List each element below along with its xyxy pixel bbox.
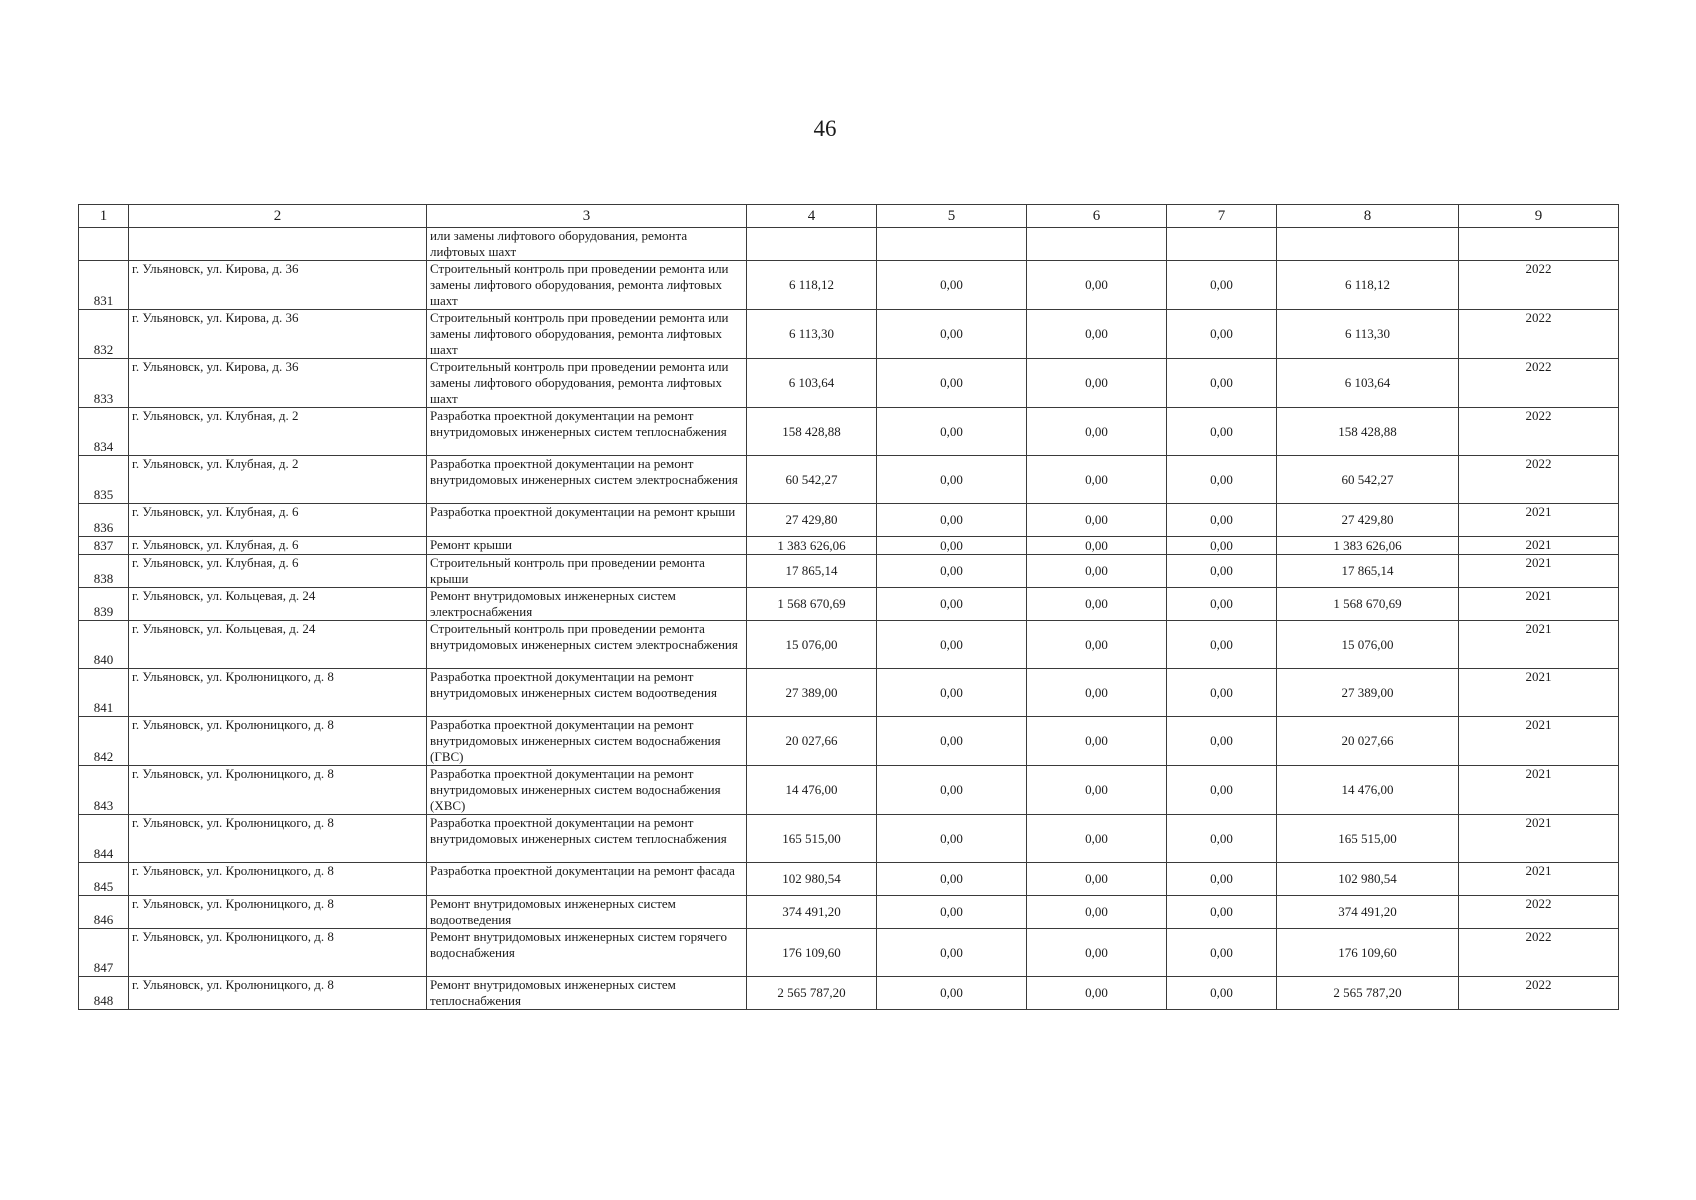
table-row [79, 504, 1619, 537]
row-year: 2022 [1459, 408, 1619, 456]
row-col-6: 0,00 [1027, 588, 1167, 621]
row-col-5: 0,00 [877, 359, 1027, 408]
row-col-6: 0,00 [1027, 359, 1167, 408]
row-number: 844 [79, 815, 129, 863]
row-col-8: 15 076,00 [1277, 621, 1459, 669]
row-address: г. Ульяновск, ул. Клубная, д. 6 [129, 504, 427, 537]
row-number: 842 [79, 717, 129, 766]
row-col-8: 1 383 626,06 [1277, 537, 1459, 555]
row-col-5: 0,00 [877, 669, 1027, 717]
row-col-4: 6 103,64 [747, 359, 877, 408]
row-address: г. Ульяновск, ул. Кролюницкого, д. 8 [129, 766, 427, 815]
row-col-8: 374 491,20 [1277, 896, 1459, 929]
row-col-7: 0,00 [1167, 456, 1277, 504]
col-header-1: 1 [79, 205, 129, 228]
row-col-8 [1277, 228, 1459, 261]
row-col-8: 6 103,64 [1277, 359, 1459, 408]
row-col-5: 0,00 [877, 456, 1027, 504]
row-col-8: 102 980,54 [1277, 863, 1459, 896]
table-row [79, 977, 1619, 1010]
row-number: 848 [79, 977, 129, 1010]
row-col-8: 6 118,12 [1277, 261, 1459, 310]
row-col-8: 14 476,00 [1277, 766, 1459, 815]
row-col-8: 158 428,88 [1277, 408, 1459, 456]
row-address: г. Ульяновск, ул. Клубная, д. 2 [129, 456, 427, 504]
row-col-4: 20 027,66 [747, 717, 877, 766]
row-year: 2021 [1459, 621, 1619, 669]
row-col-8: 17 865,14 [1277, 555, 1459, 588]
row-number: 841 [79, 669, 129, 717]
row-year: 2021 [1459, 766, 1619, 815]
row-col-7: 0,00 [1167, 408, 1277, 456]
row-col-7: 0,00 [1167, 717, 1277, 766]
row-number: 846 [79, 896, 129, 929]
row-col-8: 27 429,80 [1277, 504, 1459, 537]
row-year: 2022 [1459, 896, 1619, 929]
row-year: 2022 [1459, 261, 1619, 310]
row-number: 843 [79, 766, 129, 815]
row-col-5: 0,00 [877, 408, 1027, 456]
column-number-header-row [79, 205, 1619, 228]
row-col-7: 0,00 [1167, 815, 1277, 863]
row-work-description: Строительный контроль при проведении ремонта или замены лифтового оборудования, ремонта лифтовых шахт [427, 359, 747, 408]
row-col-4: 27 429,80 [747, 504, 877, 537]
row-address: г. Ульяновск, ул. Клубная, д. 6 [129, 537, 427, 555]
row-col-7: 0,00 [1167, 310, 1277, 359]
row-col-4: 6 118,12 [747, 261, 877, 310]
row-col-7: 0,00 [1167, 863, 1277, 896]
row-col-4: 374 491,20 [747, 896, 877, 929]
row-address: г. Ульяновск, ул. Клубная, д. 6 [129, 555, 427, 588]
row-col-6: 0,00 [1027, 537, 1167, 555]
row-year: 2021 [1459, 555, 1619, 588]
table-row [79, 896, 1619, 929]
page-number: 46 [813, 116, 837, 141]
row-col-6: 0,00 [1027, 408, 1167, 456]
row-col-7 [1167, 228, 1277, 261]
row-col-5: 0,00 [877, 977, 1027, 1010]
col-header-4: 4 [747, 205, 877, 228]
table-row [79, 717, 1619, 766]
row-address: г. Ульяновск, ул. Кролюницкого, д. 8 [129, 977, 427, 1010]
row-year: 2022 [1459, 359, 1619, 408]
row-work-description: Строительный контроль при проведении ремонта или замены лифтового оборудования, ремонта лифтовых шахт [427, 310, 747, 359]
row-col-4: 1 568 670,69 [747, 588, 877, 621]
row-col-7: 0,00 [1167, 621, 1277, 669]
row-col-8: 27 389,00 [1277, 669, 1459, 717]
col-header-2: 2 [129, 205, 427, 228]
row-col-4: 1 383 626,06 [747, 537, 877, 555]
row-col-4 [747, 228, 877, 261]
row-number: 839 [79, 588, 129, 621]
table-row [79, 555, 1619, 588]
row-col-4: 165 515,00 [747, 815, 877, 863]
row-col-5: 0,00 [877, 621, 1027, 669]
row-year: 2022 [1459, 929, 1619, 977]
row-col-6: 0,00 [1027, 261, 1167, 310]
row-col-8: 20 027,66 [1277, 717, 1459, 766]
row-address: г. Ульяновск, ул. Кролюницкого, д. 8 [129, 717, 427, 766]
row-year: 2021 [1459, 669, 1619, 717]
row-number [79, 228, 129, 261]
row-col-6: 0,00 [1027, 555, 1167, 588]
row-number: 836 [79, 504, 129, 537]
row-address: г. Ульяновск, ул. Кролюницкого, д. 8 [129, 929, 427, 977]
row-year: 2021 [1459, 863, 1619, 896]
table-row [79, 929, 1619, 977]
row-col-5: 0,00 [877, 537, 1027, 555]
row-address: г. Ульяновск, ул. Кролюницкого, д. 8 [129, 669, 427, 717]
row-col-4: 102 980,54 [747, 863, 877, 896]
row-col-8: 60 542,27 [1277, 456, 1459, 504]
registry-body [79, 228, 1619, 1010]
row-work-description: Разработка проектной документации на ремонт крыши [427, 504, 747, 537]
row-col-8: 165 515,00 [1277, 815, 1459, 863]
row-year: 2022 [1459, 977, 1619, 1010]
col-header-8: 8 [1277, 205, 1459, 228]
row-col-4: 60 542,27 [747, 456, 877, 504]
row-col-6: 0,00 [1027, 863, 1167, 896]
row-col-6: 0,00 [1027, 717, 1167, 766]
row-col-8: 1 568 670,69 [1277, 588, 1459, 621]
row-year [1459, 228, 1619, 261]
row-year: 2022 [1459, 310, 1619, 359]
row-number: 835 [79, 456, 129, 504]
col-header-5: 5 [877, 205, 1027, 228]
row-col-4: 158 428,88 [747, 408, 877, 456]
row-col-7: 0,00 [1167, 555, 1277, 588]
row-col-5: 0,00 [877, 504, 1027, 537]
table-row [79, 261, 1619, 310]
row-address: г. Ульяновск, ул. Кирова, д. 36 [129, 359, 427, 408]
row-col-5: 0,00 [877, 929, 1027, 977]
row-year: 2021 [1459, 588, 1619, 621]
row-number: 832 [79, 310, 129, 359]
row-col-8: 176 109,60 [1277, 929, 1459, 977]
table-row [79, 588, 1619, 621]
row-col-4: 15 076,00 [747, 621, 877, 669]
row-col-7: 0,00 [1167, 977, 1277, 1010]
table-row [79, 310, 1619, 359]
col-header-3: 3 [427, 205, 747, 228]
row-col-4: 6 113,30 [747, 310, 877, 359]
row-col-7: 0,00 [1167, 766, 1277, 815]
table-row [79, 621, 1619, 669]
col-header-6: 6 [1027, 205, 1167, 228]
row-col-7: 0,00 [1167, 537, 1277, 555]
row-work-description: или замены лифтового оборудования, ремонта лифтовых шахт [427, 228, 747, 261]
row-col-6: 0,00 [1027, 929, 1167, 977]
row-number: 845 [79, 863, 129, 896]
row-col-5: 0,00 [877, 588, 1027, 621]
row-col-5: 0,00 [877, 261, 1027, 310]
row-col-6: 0,00 [1027, 669, 1167, 717]
row-number: 847 [79, 929, 129, 977]
row-work-description: Разработка проектной документации на ремонт внутридомовых инженерных систем водоотведения [427, 669, 747, 717]
row-col-4: 14 476,00 [747, 766, 877, 815]
table-row [79, 408, 1619, 456]
table-row [79, 456, 1619, 504]
table-row [79, 863, 1619, 896]
row-work-description: Разработка проектной документации на ремонт внутридомовых инженерных систем водоснабжения (ХВС) [427, 766, 747, 815]
table-row [79, 669, 1619, 717]
table-row [79, 815, 1619, 863]
row-col-7: 0,00 [1167, 669, 1277, 717]
row-number: 840 [79, 621, 129, 669]
row-number: 833 [79, 359, 129, 408]
row-col-7: 0,00 [1167, 504, 1277, 537]
row-col-6 [1027, 228, 1167, 261]
row-col-4: 2 565 787,20 [747, 977, 877, 1010]
row-work-description: Строительный контроль при проведении ремонта или замены лифтового оборудования, ремонта лифтовых шахт [427, 261, 747, 310]
row-work-description: Ремонт внутридомовых инженерных систем водоотведения [427, 896, 747, 929]
row-number: 834 [79, 408, 129, 456]
row-col-6: 0,00 [1027, 977, 1167, 1010]
row-work-description: Ремонт крыши [427, 537, 747, 555]
row-address: г. Ульяновск, ул. Кролюницкого, д. 8 [129, 863, 427, 896]
row-col-6: 0,00 [1027, 621, 1167, 669]
row-col-5: 0,00 [877, 863, 1027, 896]
row-col-8: 6 113,30 [1277, 310, 1459, 359]
row-year: 2021 [1459, 815, 1619, 863]
col-header-7: 7 [1167, 205, 1277, 228]
row-work-description: Разработка проектной документации на ремонт внутридомовых инженерных систем водоснабжения (ГВС) [427, 717, 747, 766]
row-col-5 [877, 228, 1027, 261]
table-row [79, 359, 1619, 408]
row-address: г. Ульяновск, ул. Кольцевая, д. 24 [129, 588, 427, 621]
row-number: 831 [79, 261, 129, 310]
row-col-5: 0,00 [877, 766, 1027, 815]
row-col-7: 0,00 [1167, 588, 1277, 621]
row-col-8: 2 565 787,20 [1277, 977, 1459, 1010]
row-work-description: Ремонт внутридомовых инженерных систем горячего водоснабжения [427, 929, 747, 977]
row-work-description: Ремонт внутридомовых инженерных систем теплоснабжения [427, 977, 747, 1010]
continuation-row [79, 228, 1619, 261]
row-work-description: Разработка проектной документации на ремонт внутридомовых инженерных систем теплоснабжения [427, 815, 747, 863]
row-number: 838 [79, 555, 129, 588]
row-col-6: 0,00 [1027, 766, 1167, 815]
row-col-6: 0,00 [1027, 815, 1167, 863]
row-col-5: 0,00 [877, 815, 1027, 863]
row-col-5: 0,00 [877, 717, 1027, 766]
row-col-7: 0,00 [1167, 896, 1277, 929]
row-col-4: 27 389,00 [747, 669, 877, 717]
row-year: 2021 [1459, 504, 1619, 537]
row-col-4: 176 109,60 [747, 929, 877, 977]
row-address: г. Ульяновск, ул. Кролюницкого, д. 8 [129, 815, 427, 863]
row-col-4: 17 865,14 [747, 555, 877, 588]
row-col-6: 0,00 [1027, 456, 1167, 504]
row-col-5: 0,00 [877, 310, 1027, 359]
row-address: г. Ульяновск, ул. Кольцевая, д. 24 [129, 621, 427, 669]
row-address: г. Ульяновск, ул. Кролюницкого, д. 8 [129, 896, 427, 929]
row-address: г. Ульяновск, ул. Кирова, д. 36 [129, 261, 427, 310]
row-work-description: Разработка проектной документации на ремонт внутридомовых инженерных систем теплоснабжения [427, 408, 747, 456]
row-address: г. Ульяновск, ул. Клубная, д. 2 [129, 408, 427, 456]
row-col-6: 0,00 [1027, 504, 1167, 537]
row-year: 2022 [1459, 456, 1619, 504]
row-col-7: 0,00 [1167, 359, 1277, 408]
col-header-9: 9 [1459, 205, 1619, 228]
row-col-5: 0,00 [877, 555, 1027, 588]
row-address: г. Ульяновск, ул. Кирова, д. 36 [129, 310, 427, 359]
row-col-7: 0,00 [1167, 261, 1277, 310]
row-col-6: 0,00 [1027, 896, 1167, 929]
row-col-7: 0,00 [1167, 929, 1277, 977]
row-year: 2021 [1459, 537, 1619, 555]
row-col-6: 0,00 [1027, 310, 1167, 359]
repair-registry-table [78, 204, 1619, 1010]
row-year: 2021 [1459, 717, 1619, 766]
table-row [79, 537, 1619, 555]
row-work-description: Разработка проектной документации на ремонт фасада [427, 863, 747, 896]
row-number: 837 [79, 537, 129, 555]
row-col-5: 0,00 [877, 896, 1027, 929]
table-row [79, 766, 1619, 815]
row-work-description: Строительный контроль при проведении ремонта внутридомовых инженерных систем электроснабжения [427, 621, 747, 669]
row-address [129, 228, 427, 261]
row-work-description: Строительный контроль при проведении ремонта крыши [427, 555, 747, 588]
row-work-description: Ремонт внутридомовых инженерных систем электроснабжения [427, 588, 747, 621]
row-work-description: Разработка проектной документации на ремонт внутридомовых инженерных систем электроснабжения [427, 456, 747, 504]
